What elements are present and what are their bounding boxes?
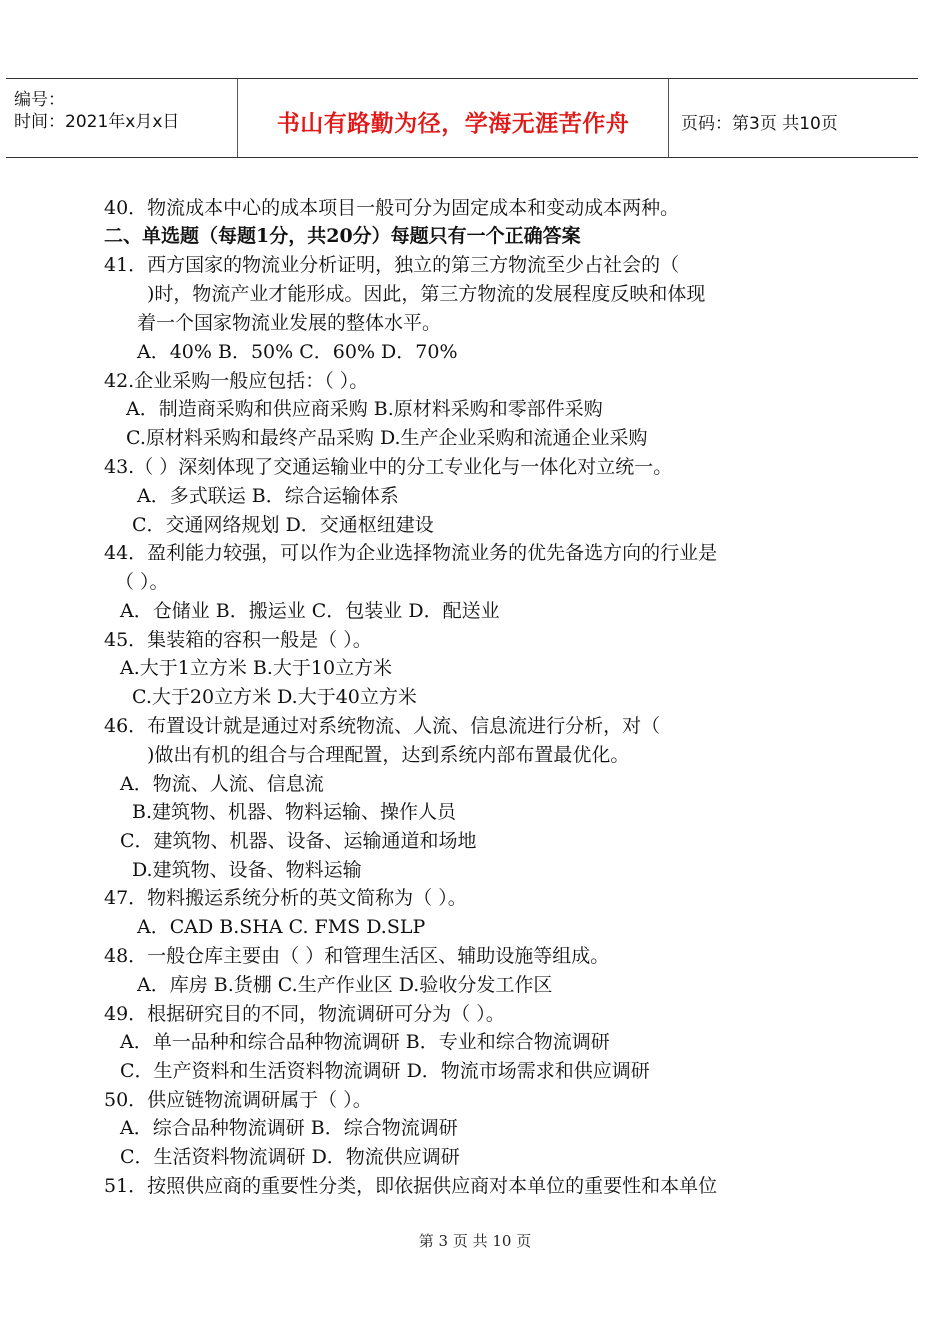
option-line: A．40% B．50% C．60% D．70%	[137, 341, 458, 363]
question-line: 47．物料搬运系统分析的英文简称为（ ）。	[104, 887, 467, 909]
date-label: 时间：2021年x月x日	[14, 112, 180, 132]
option-line: C．建筑物、机器、设备、运输通道和场地	[120, 830, 477, 852]
question-line: )时，物流产业才能形成。因此，第三方物流的发展程度反映和体现	[147, 283, 706, 305]
number-label: 编号：	[14, 90, 65, 110]
option-line: A．综合品种物流调研 B．综合物流调研	[120, 1117, 458, 1139]
question-line: 48．一般仓库主要由（ ）和管理生活区、辅助设施等组成。	[104, 945, 610, 967]
option-line: A.大于1立方米 B.大于10立方米	[120, 657, 393, 679]
question-line: 着一个国家物流业发展的整体水平。	[137, 312, 442, 334]
page-label: 页码：第3页 共10页	[681, 114, 838, 134]
option-line: C.大于20立方米 D.大于40立方米	[132, 686, 417, 708]
question-line: 42.企业采购一般应包括：（ ）。	[104, 370, 369, 392]
question-line: )做出有机的组合与合理配置，达到系统内部布置最优化。	[147, 744, 630, 766]
option-line: A．库房 B.货棚 C.生产作业区 D.验收分发工作区	[137, 974, 553, 996]
option-line: D.建筑物、设备、物料运输	[132, 859, 362, 881]
option-line: A．单一品种和综合品种物流调研 B．专业和综合物流调研	[120, 1031, 610, 1053]
question-line: 40．物流成本中心的成本项目一般可分为固定成本和变动成本两种。	[104, 197, 680, 219]
option-line: C．生活资料物流调研 D．物流供应调研	[120, 1146, 460, 1168]
question-line: 51．按照供应商的重要性分类，即依据供应商对本单位的重要性和本单位	[104, 1175, 718, 1197]
question-line: （ ）。	[115, 571, 169, 593]
question-line: 45．集装箱的容积一般是（ ）。	[104, 629, 372, 651]
question-line: 50．供应链物流调研属于（ ）。	[104, 1089, 372, 1111]
page-footer: 第 3 页 共 10 页	[418, 1232, 532, 1250]
motto-text: 书山有路勤为径，学海无涯苦作舟	[276, 111, 630, 137]
option-line: C．交通网络规划 D．交通枢纽建设	[132, 514, 434, 536]
header-page-cell	[669, 79, 918, 157]
question-line: 44．盈利能力较强，可以作为企业选择物流业务的优先备选方向的行业是	[104, 542, 718, 564]
option-line: A．多式联运 B．综合运输体系	[137, 485, 399, 507]
option-line: C.原材料采购和最终产品采购 D.生产企业采购和流通企业采购	[126, 427, 648, 449]
option-line: A．仓储业 B．搬运业 C．包装业 D．配送业	[120, 600, 500, 622]
question-line: 49．根据研究目的不同，物流调研可分为（ ）。	[104, 1003, 505, 1025]
document-header	[6, 78, 918, 158]
section-heading: 二、单选题（每题1分，共20分）每题只有一个正确答案	[104, 225, 581, 247]
header-motto-cell	[238, 79, 669, 157]
option-line: B.建筑物、机器、物料运输、操作人员	[132, 801, 457, 823]
question-line: 46．布置设计就是通过对系统物流、人流、信息流进行分析，对（	[104, 715, 661, 737]
header-info-cell	[6, 79, 238, 157]
question-line: 41．西方国家的物流业分析证明，独立的第三方物流至少占社会的（	[104, 254, 680, 276]
option-line: A．制造商采购和供应商采购 B.原材料采购和零部件采购	[126, 398, 603, 420]
option-line: A．CAD B.SHA C. FMS D.SLP	[137, 916, 426, 938]
option-line: A．物流、人流、信息流	[120, 773, 324, 795]
question-line: 43.（ ）深刻体现了交通运输业中的分工专业化与一体化对立统一。	[104, 456, 673, 478]
option-line: C．生产资料和生活资料物流调研 D．物流市场需求和供应调研	[120, 1060, 650, 1082]
